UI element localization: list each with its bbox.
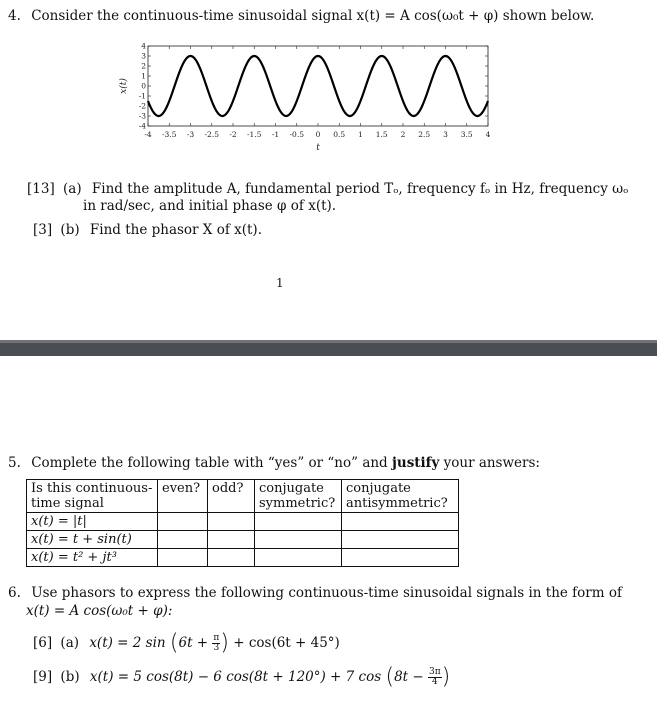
y-tick-label: -3	[138, 111, 146, 121]
paren-open: (	[385, 664, 395, 690]
y-tick-label: 4	[141, 41, 146, 51]
x-tick-label: -3	[186, 130, 195, 139]
q4-prompt	[8, 8, 594, 25]
q6-line1: Use phasors to express the following continuous-time sinusoidal signals in the form of	[31, 585, 622, 601]
x-tick-label: -1	[271, 130, 280, 139]
answer-cell[interactable]	[208, 513, 255, 531]
x-tick-label: 2	[400, 130, 406, 139]
q4a-line1: Find the amplitude A, fundamental period Tₒ, frequency fₒ in Hz, frequency ωₒ	[91, 181, 629, 197]
answer-cell[interactable]	[342, 513, 459, 531]
table-row	[27, 549, 459, 567]
q5-text-before: Complete the following table with “yes” or “no” and	[31, 455, 392, 471]
answer-cell[interactable]	[342, 531, 459, 549]
table-row	[27, 531, 459, 549]
x-tick-label: -0.5	[289, 130, 304, 139]
y-axis-label: x(t)	[119, 78, 129, 94]
q4-part-b	[33, 222, 262, 239]
q5-text-bold: justify	[392, 455, 440, 471]
plot-frame	[148, 46, 488, 126]
y-tick-label: -2	[138, 101, 146, 111]
q6b-points: [9]	[33, 669, 53, 685]
header-signal: Is this continuous- time signal	[27, 480, 158, 513]
x-tick-label: -1.5	[247, 130, 262, 139]
q4a-line2: in rad/sec, and initial phase φ of x(t).	[83, 198, 337, 214]
y-tick-label: 1	[141, 71, 146, 81]
q6a-lhs: x(t) = 2 sin	[89, 635, 166, 651]
header-odd: odd?	[208, 480, 255, 513]
x-tick-label: -2	[229, 130, 237, 139]
q6-prompt	[8, 585, 622, 602]
y-tick-label: 0	[141, 81, 146, 91]
q5-number: 5.	[8, 455, 21, 471]
q5-prompt	[8, 455, 540, 472]
x-tick-label: -2.5	[204, 130, 219, 139]
y-tick-label: -4	[138, 121, 146, 131]
x-tick-label: -4	[144, 130, 152, 139]
q4a-label: (a)	[63, 181, 82, 197]
answer-cell[interactable]	[208, 549, 255, 567]
series-line	[148, 56, 488, 116]
q6b-fraction: $\frac{3\pi}{4}$	[428, 667, 441, 687]
x-tick-label: 0	[315, 130, 321, 139]
answer-cell[interactable]	[255, 549, 342, 567]
q4b-line1: Find the phasor X of x(t).	[89, 222, 262, 238]
answer-cell[interactable]	[255, 531, 342, 549]
q4a-points: [13]	[27, 181, 55, 197]
q5-text-after: your answers:	[439, 455, 540, 471]
x-tick-label: 1.5	[375, 130, 388, 139]
header-conj-antisym: conjugate antisymmetric?	[342, 480, 459, 513]
q6a-inner: 6t +	[178, 635, 209, 651]
x-tick-label: 0.5	[333, 130, 346, 139]
q6a-rest: + cos(6t + 45°)	[233, 635, 340, 651]
q4-text: Consider the continuous-time sinusoidal signal x(t) = A cos(ω₀t + φ) shown below.	[31, 8, 595, 24]
q6b-lhs: x(t) = 5 cos(8t) − 6 cos(8t + 120°) + 7 cos	[89, 669, 382, 685]
paren-open: (	[169, 630, 179, 656]
x-tick-label: 3	[443, 130, 448, 139]
q4-number: 4.	[8, 8, 21, 24]
q6-line2: x(t) = A cos(ω₀t + φ):	[26, 603, 173, 619]
x-tick-label: 1	[358, 130, 363, 139]
paren-close: )	[441, 664, 451, 690]
q5-table	[26, 479, 459, 567]
q6-number: 6.	[8, 585, 21, 601]
header-even: even?	[158, 480, 208, 513]
x-axis-label: t	[316, 143, 320, 153]
y-tick-label: -1	[138, 91, 146, 101]
page-separator	[0, 343, 657, 356]
paren-close: )	[220, 630, 229, 656]
row-signal: x(t) = t² + jt³	[27, 549, 158, 567]
sinusoid-chart	[108, 40, 498, 165]
q4-part-a	[27, 181, 628, 198]
row-signal: x(t) = t + sin(t)	[27, 531, 158, 549]
header-conj-sym: conjugate symmetric?	[255, 480, 342, 513]
answer-cell[interactable]	[255, 513, 342, 531]
q6a-points: [6]	[33, 635, 53, 651]
table-row	[27, 513, 459, 531]
q6a-fraction: $\frac{\pi}{3}$	[213, 633, 220, 653]
y-tick-label: 3	[141, 51, 146, 61]
answer-cell[interactable]	[208, 531, 255, 549]
q4b-label: (b)	[60, 222, 80, 238]
answer-cell[interactable]	[342, 549, 459, 567]
answer-cell[interactable]	[158, 531, 208, 549]
answer-cell[interactable]	[158, 549, 208, 567]
page-number: 1	[276, 276, 284, 290]
x-tick-label: 4	[485, 130, 491, 139]
q6-part-a	[33, 628, 340, 658]
q6-part-b	[33, 662, 450, 692]
x-tick-label: 3.5	[460, 130, 473, 139]
answer-cell[interactable]	[158, 513, 208, 531]
q6a-label: (a)	[60, 635, 80, 651]
x-tick-label: -3.5	[162, 130, 177, 139]
q6b-inner: 8t −	[394, 669, 424, 685]
row-signal: x(t) = |t|	[27, 513, 158, 531]
q6b-label: (b)	[60, 669, 80, 685]
q4b-points: [3]	[33, 222, 53, 238]
y-tick-label: 2	[141, 61, 146, 71]
table-header-row	[27, 480, 459, 513]
x-tick-label: 2.5	[418, 130, 431, 139]
